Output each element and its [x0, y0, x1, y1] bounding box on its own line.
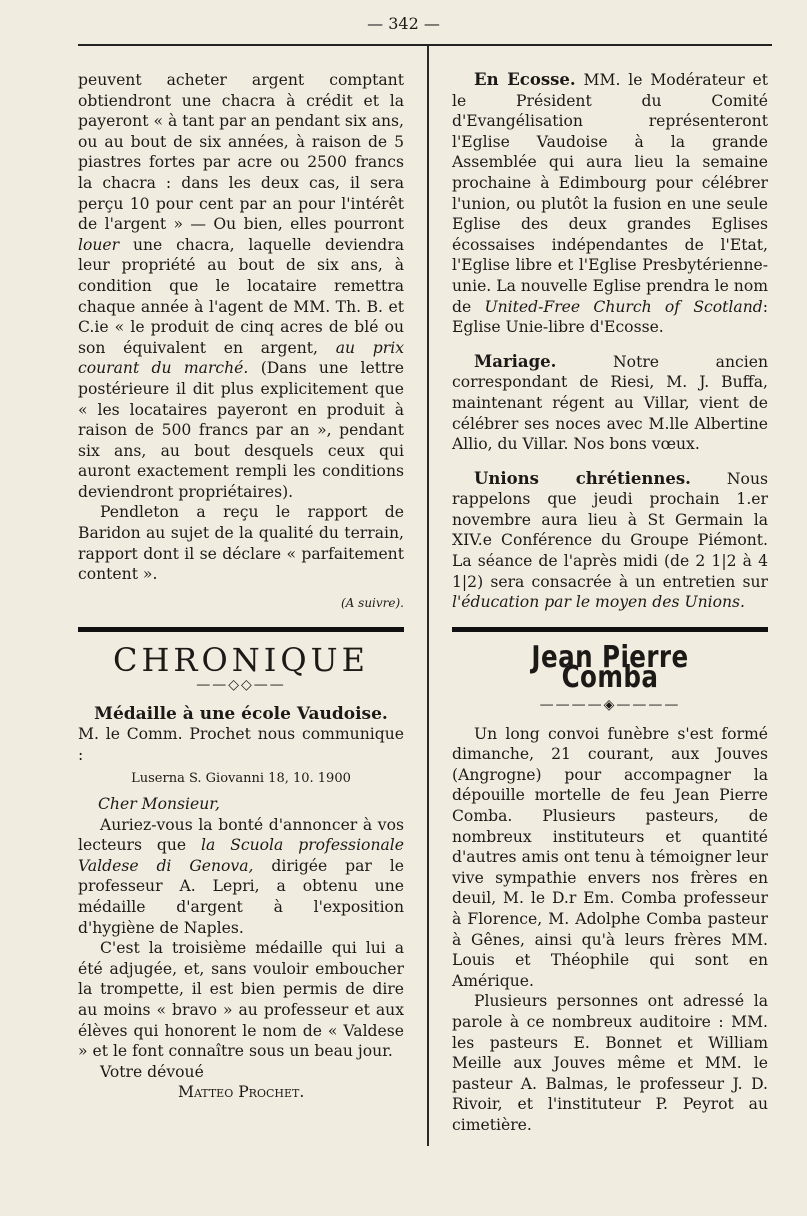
news-headline: En Ecosse.: [474, 70, 576, 89]
news-item-mariage: [452, 352, 768, 455]
medal-intro: M. le Comm. Prochet nous communique :: [78, 725, 404, 764]
ornament-divider: ——◇◇——: [196, 677, 286, 694]
header-rule: [78, 44, 772, 46]
text-run: Auriez-vous la bonté d'annoncer à vos lecteurs que: [78, 815, 404, 855]
italic-run: la Scuola professionale Valdese di Genova,: [78, 836, 404, 875]
letter-paragraph: C'est la troisième médaille qui lui a été adjugée, et, sans vouloir emboucher la trompette, il est bien permis de dire au moins « bravo » au professeur et aux élèves qui honorent le nom de « Valdese » et le font connaître sous un beau jour.: [78, 939, 404, 1061]
text-run: MM. le Modérateur et le Président du Comité d'Evangélisation représenteront l'Eglise Vaudoise à la grande Assemblée qui aura lieu la semaine prochaine à Edimbourg pour célébrer l'union, ou plutôt la fusion en une seule Eglise des deux grandes Eglises écossaises indépendantes de l'Etat, l'Eglise libre et l'Eglise Presbytérienne-unie. La nouvelle Eglise prendra le nom de: [452, 71, 768, 316]
italic-run: louer: [78, 235, 120, 254]
italic-run: l'éducation par le moyen des Unions.: [452, 593, 746, 612]
page-number: — 342 —: [367, 14, 440, 33]
text-run: Nous rappelons que jeudi prochain 1.er novembre aura lieu à St Germain la XIV.e Conférence du Groupe Piémont. La séance de l'après midi (de 2 1|2 à 4 1|2) sera consacrée à un entretien sur: [452, 469, 768, 591]
news-item-unions: [452, 469, 768, 613]
news-item-ecosse: [452, 70, 768, 338]
letter-signature: Matteo Prochet.: [178, 1083, 305, 1102]
letter-paragraph: [78, 815, 404, 939]
letter-salutation: Cher Monsieur,: [98, 795, 220, 813]
paragraph: Pendleton a reçu le rapport de Baridon au sujet de la qualité du terrain, rapport dont il se déclare « parfaitement content ».: [78, 503, 404, 584]
right-column: [452, 70, 768, 1136]
section-rule: [78, 627, 404, 632]
section-rule: [452, 627, 768, 632]
spacer: [452, 338, 768, 352]
obituary-paragraph: Un long convoi funèbre s'est formé dimanche, 21 courant, aux Jouves (Angrogne) pour accompagner la dépouille mortelle de feu Jean Pierre Comba. Plusieurs pasteurs, de nombreux instituteurs et quantité d'autres amis ont tenu à témoigner leur vive sympathie envers nos frères en deuil, M. le D.r Em. Comba professeur à Florence, M. Adolphe Comba pasteur à Gênes, ainsi qu'à leurs frères MM. Louis et Théophile qui sont en Amérique.: [452, 724, 768, 990]
to-be-continued: (A suivre).: [341, 595, 404, 610]
left-column: [78, 70, 404, 1103]
text-run: : Eglise Unie-libre d'Ecosse.: [452, 297, 768, 337]
news-headline: Mariage.: [474, 351, 557, 371]
article-continuation: [78, 70, 404, 502]
text-run: (Dans une lettre postérieure il dit plus explicitement que « les locataires payeront en produit à raison de 500 francs par an », pendant six ans, au bout desquels ceux qui auront exactement rempli les conditions deviendront propriétaires).: [78, 359, 404, 501]
italic-run: au prix courant du marché.: [78, 338, 404, 378]
italic-run: United-Free Church of Scotland: [484, 297, 763, 316]
text-run: Notre ancien correspondant de Riesi, M. J. Buffa, maintenant régent au Villar, vient de célébrer ses noces avec M.lle Albertine Allio, du Villar. Nos bons vœux.: [452, 352, 768, 454]
column-divider: [427, 46, 429, 1146]
news-headline: Unions chrétiennes.: [474, 468, 691, 488]
text-run: dirigée par le professeur A. Lepri, a obtenu une médaille d'argent à l'exposition d'hygiène de Naples.: [78, 856, 404, 937]
text-run: peuvent acheter argent comptant obtiendront une chacra à crédit et la payeront « à tant par an pendant six ans, ou au bout de six années, à raison de 5 piastres fortes par acre ou 2500 francs la chacra : dans les deux cas, il sera perçu 10 pour cent par an pour l'intérêt de l'argent » — Ou bien, elles pourront: [78, 71, 404, 234]
ornament-divider: ————◈————: [539, 697, 681, 714]
section-title-chronique: CHRONIQUE: [113, 641, 369, 680]
obituary-paragraph: Plusieurs personnes ont adressé la parole à ce nombreux auditoire : MM. les pasteurs E. Bonnet et William Meille aux Jouves même et MM. le pasteur A. Balmas, le professeur J. D. Rivoir, et l'instituteur P. Peyrot au cimetière.: [452, 992, 768, 1134]
medal-headline: Médaille à une école Vaudoise.: [94, 703, 388, 724]
text-run: une chacra, laquelle deviendra leur propriété au bout de six ans, à condition que le locataire remettra chaque année à l'agent de MM. Th. B. et C.ie « le produit de cinq acres de blé ou son équivalent en argent,: [78, 235, 404, 357]
letter-closing: Votre dévoué: [100, 1062, 204, 1081]
letter-dateline: Luserna S. Giovanni 18, 10. 1900: [131, 771, 351, 787]
spacer: [452, 455, 768, 469]
obituary-title: Jean Pierre Comba: [531, 639, 689, 696]
